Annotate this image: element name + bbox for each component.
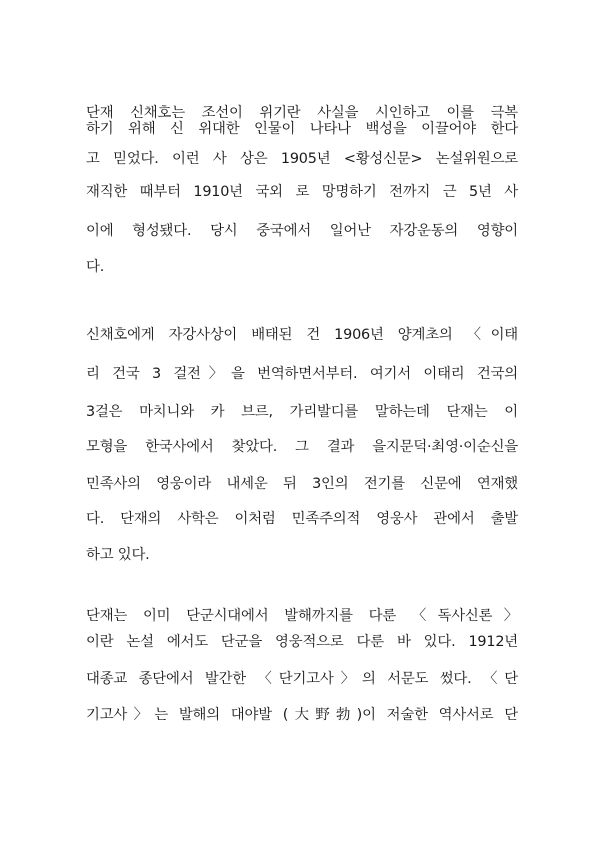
paragraph-2-line-5: 민족사의 영웅이라 내세운 뒤 3인의 전기를 신문에 연재했: [86, 476, 518, 492]
paragraph-1-line-4: 재직한 때부터 1910년 국외 로 망명하기 전까지 근 5년 사: [86, 184, 518, 200]
paragraph-3-line-2: 이란 논설 에서도 단군을 영웅적으로 다룬 바 있다. 1912년: [86, 634, 518, 650]
paragraph-3-line-4: 기고사〉는 발해의 대야발 (大野勃)이 저술한 역사서로 단: [86, 707, 518, 723]
paragraph-1-line-5: 이에 형성됐다. 당시 중국에서 일어난 자강운동의 영향이: [86, 223, 518, 239]
paragraph-2-line-6: 다. 단재의 사학은 이처럼 민족주의적 영웅사 관에서 출발: [86, 511, 518, 527]
paragraph-2-line-1: 신채호에게 자강사상이 배태된 건 1906년 양계초의 〈이태: [86, 327, 518, 343]
paragraph-2-line-4: 모형을 한국사에서 찾았다. 그 결과 을지문덕·최영·이순신을: [86, 439, 518, 455]
paragraph-2-line-3: 3걸은 마치니와 카 브르, 가리발디를 말하는데 단재는 이: [86, 404, 518, 420]
paragraph-1-line-3: 고 믿었다. 이런 사 상은 1905년 <황성신문> 논설위원으로: [86, 151, 518, 167]
paragraph-1-line-2: 하기 위해 신 위대한 인물이 나타나 백성을 이끌어야 한다: [86, 121, 518, 137]
paragraph-3-line-1: 단재는 이미 단군시대에서 발해까지를 다룬 〈독사신론〉: [86, 608, 518, 624]
paragraph-3-line-3: 대종교 종단에서 발간한 〈단기고사〉의 서문도 썼다. 〈단: [86, 671, 518, 687]
paragraph-1-line-6: 다.: [86, 259, 105, 275]
paragraph-2-line-7: 하고 있다.: [86, 547, 150, 563]
paragraph-2-line-2: 리 건국 3 걸전〉을 번역하면서부터. 여기서 이태리 건국의: [86, 366, 518, 382]
paragraph-1-line-1: 단재 신채호는 조선이 위기란 사실을 시인하고 이를 극복: [86, 105, 518, 121]
